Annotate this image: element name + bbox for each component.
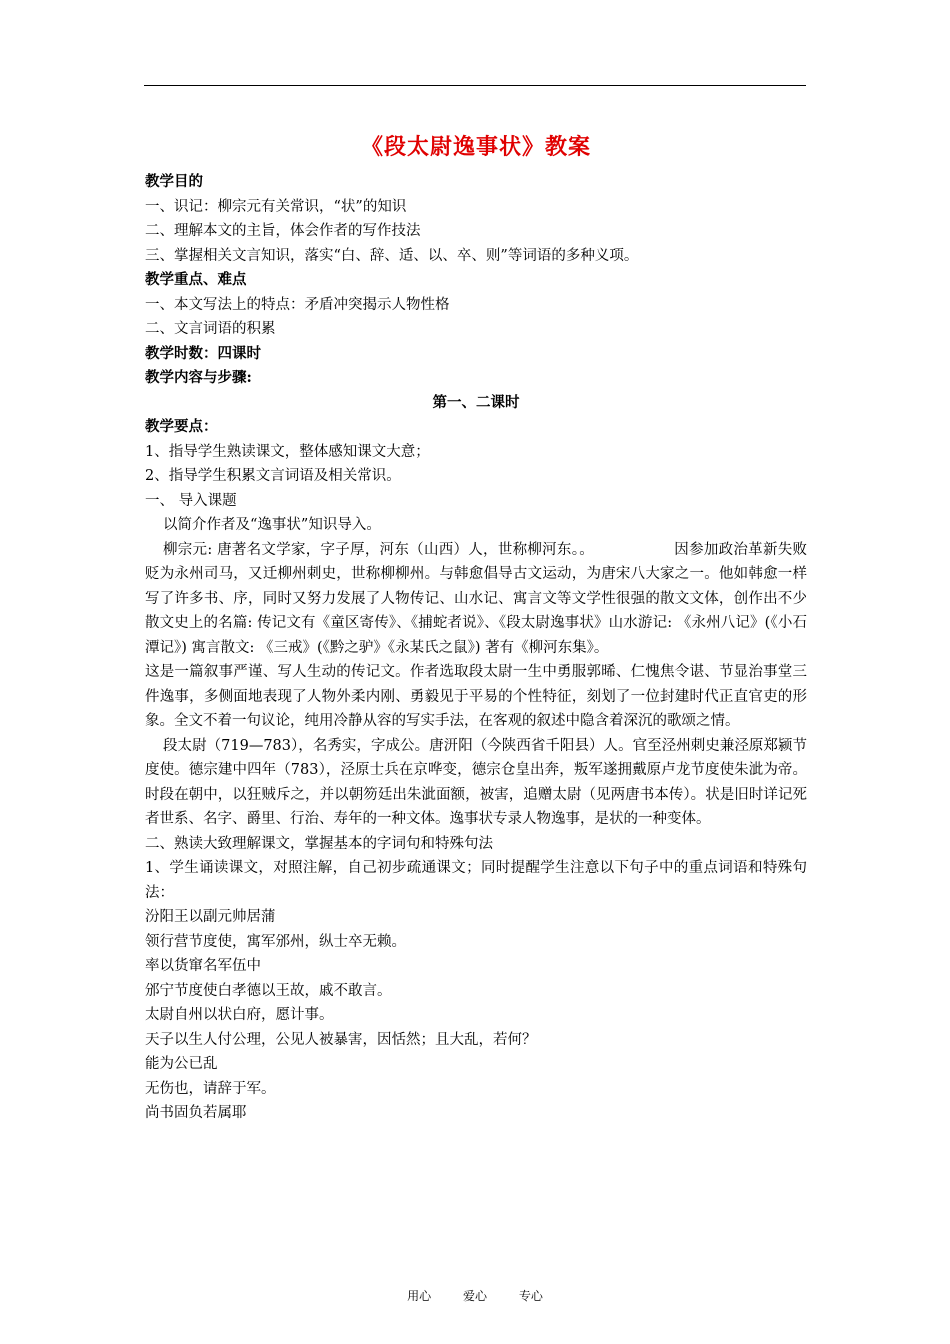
steps-heading: 教学内容与步骤: xyxy=(145,369,252,386)
objective-item: 二、理解本文的主旨，体会作者的写作技法 xyxy=(145,223,421,239)
sentence-item: 领行营节度使，寓军邠州，纵士卒无赖。 xyxy=(145,933,406,950)
essentials-heading: 教学要点： xyxy=(145,418,218,435)
essential-item: 1、指导学生熟读课文，整体感知课文大意； xyxy=(145,443,430,460)
key-point-item: 一、本文写法上的特点：矛盾冲突揭示人物性格 xyxy=(145,296,450,313)
sentence-item: 率以货窜名军伍中 xyxy=(145,958,261,974)
objective-item: 一、识记：柳宗元有关常识，“状”的知识 xyxy=(145,198,407,215)
hours-line: 教学时数：四课时 xyxy=(145,344,261,362)
essential-item: 2、指导学生积累文言词语及相关常识。 xyxy=(145,468,401,484)
section-title: 二、熟读大致理解课文，掌握基本的字词句和特殊句法 xyxy=(145,835,493,852)
author-paragraph-lead: 柳宗元: 唐著名文学家，字子厚，河东（山西）人，世称柳河东。。 xyxy=(163,541,595,558)
sentence-item: 汾阳王以副元帅居蒲 xyxy=(145,909,276,925)
sentence-item: 天子以生人付公理，公见人被暴害，因恬然；且大乱，若何？ xyxy=(145,1031,537,1048)
footer-word: 爱心 xyxy=(462,1289,487,1303)
sentence-item: 能为公已乱 xyxy=(145,1056,218,1072)
session-title: 第一、二课时 xyxy=(432,393,520,411)
duan-paragraph: 段太尉（719—783），名秀实，字成公。唐汧阳（今陕西省千阳县）人。官至泾州刺史兼泾原郑颍节度使。德宗建中四年（783），泾原士兵在京哗变，德宗仓皇出奔，叛军遂拥戴原卢龙节度使朱泚为帝。时段在朝中，以狂贼斥之，并以朝笏廷出朱泚面额，被害，追赠太尉（见两唐书本传）。状是旧时详记死者世系、名字、爵里、行治、寿年的一种文体。逸事状专录人物逸事，是状的一种变体。 xyxy=(145,737,807,827)
author-paragraph xyxy=(145,538,807,661)
sentence-item: 无伤也，请辞于军。 xyxy=(145,1080,276,1097)
footer-word: 专心 xyxy=(518,1289,543,1303)
objectives-heading: 教学目的 xyxy=(145,173,203,190)
document-body xyxy=(145,132,807,1126)
sentence-item: 太尉自州以状白府，愿计事。 xyxy=(145,1007,334,1023)
intro-line: 以简介作者及“逸事状”知识导入。 xyxy=(163,517,381,533)
sentence-item: 尚书固负若属耶 xyxy=(145,1105,247,1121)
page-title: 《段太尉逸事状》教案 xyxy=(360,134,591,160)
summary-paragraph: 这是一篇叙事严谨、写人生动的传记文。作者选取段太尉一生中勇服郭晞、仁愧焦令谌、节显治事堂三件逸事，多侧面地表现了人物外柔内刚、勇毅见于平易的个性特征，刻划了一位封建时代正直官吏的形象。全文不着一句议论，纯用冷静从容的写实手法，在客观的叙述中隐含着深沉的歌颂之情。 xyxy=(145,664,807,729)
sentence-item: 邠宁节度使白孝德以王故，戚不敢言。 xyxy=(145,982,392,999)
reading-instruction: 1、学生诵读课文，对照注解，自己初步疏通课文；同时提醒学生注意以下句子中的重点词语和特殊句法： xyxy=(145,860,807,901)
section-title: 一、 导入课题 xyxy=(145,492,237,509)
footer-word: 用心 xyxy=(407,1289,432,1303)
page-footer xyxy=(0,1287,950,1304)
key-heading: 教学重点、难点 xyxy=(145,271,247,288)
author-paragraph-body: 因参加政治革新失败贬为永州司马，又迁柳州刺史，世称柳柳州。与韩愈倡导古文运动，为唐宋八大家之一。他如韩愈一样写了许多书、序，同时又努力发展了人物传记、山水记、寓言文等文学性很强的散文文体，创作出不少散文史上的名篇: 传记文有《童区寄传》、《捕蛇者说》、《段太尉逸事状》山水游记: 《永州八记》(《小石潭记》) 寓言散文: 《三戒》(《黔之驴》《永某氏之鼠》) 著有《柳河东集》。 xyxy=(145,541,807,656)
key-point-item: 二、文言词语的积累 xyxy=(145,321,276,337)
header-rule xyxy=(144,85,806,86)
objective-item: 三、掌握相关文言知识，落实“白、辞、适、以、卒、则”等词语的多种义项。 xyxy=(145,247,639,264)
